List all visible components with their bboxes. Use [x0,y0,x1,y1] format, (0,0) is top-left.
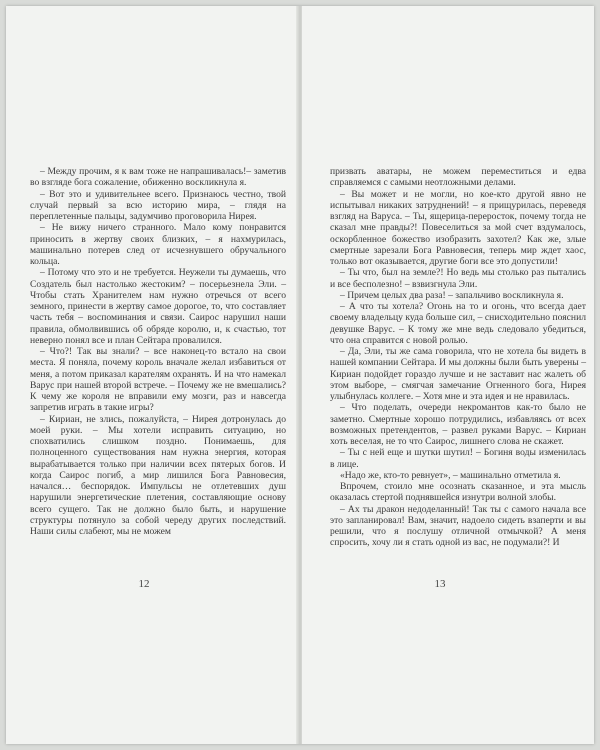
book-spread [6,6,594,744]
right-page-text [330,166,586,549]
paragraph: – Ты с ней еще и шутки шутил! – Богиня воды изменилась в лице. [330,447,586,470]
paragraph: – Да, Эли, ты же сама говорила, что не хотела бы видеть в нашей компании Сейтара. И мы должны были быть уверены – Кириан подойдет гораздо лучше и не заставит нас жалеть об этом выборе, – смягчая замечание Огненного бога, Нирея улыбнулась коллеге. – Хотя мне и эта идея и не нравилась. [330,346,586,402]
paragraph: – Вот это и удивительнее всего. Признаюсь честно, твой случай первый за всю историю мира, – глядя на переплетенные пальцы, задумчиво проговорила Нирея. [30,188,286,222]
paragraph: – Что?! Так вы знали? – все наконец-то встало на свои места. Я поняла, почему король вначале желал избавиться от меня, а потом приказал карателям охранять. И на что намекал Варус при нашей второй встрече. – Почему же не вмешались? К чему же короля не вправили ему мозги, раз и навсегда запретив играть в такие игры? [30,346,286,414]
page-number: 13 [434,578,446,590]
paragraph: – Ах ты дракон недоделанный! Так ты с самого начала все это запланировал! Вам, значит, надоело сидеть взаперти и вы решили, что я послушу отличной отмычкой? А меня спросить, хочу ли я стать одной из вас, не подумали?! И [330,503,586,549]
paragraph: – Не вижу ничего странного. Мало кому понравится приносить в жертву своих близких, – я нахмурилась, машинально потерев след от исчезнувшего обручального кольца. [30,222,286,267]
page-number: 12 [138,578,150,590]
paragraph: – Вы может и не могли, но кое-кто другой явно не испытывал никаких затруднений! – я прищурилась, переведя взгляд на Варуса. – Ты, ящерица-переросток, почему тогда не сказал мне правды?! Повеселиться за мой счет вздумалось, оскорбленное божество изобразить захотел? Как же, злые смертные зарезали Бога Равновесия, теперь мир ждет хаос, только вот оказывается, другие боги все это допустили! [330,188,586,267]
paragraph: – Ты что, был на земле?! Но ведь мы столько раз пытались и все бесполезно! – взвизгнула Эли. [330,267,586,290]
paragraph: – Потому что это и не требуется. Неужели ты думаешь, что Создатель был настолько жестоким? – посерьезнела Эли. – Чтобы стать Хранителем нам нужно отречься от всего земного, принести в жертву самое дорогое, то, что составляет часть тебя – воспоминания и связи. Саирос нарушил наши правила, обмолвившись об обряде королю, и, к счастью, тот неверно понял все и план Сейтара провалился. [30,267,286,346]
paragraph: Впрочем, стоило мне осознать сказанное, и эта мысль оказалась стертой поднявшейся изнутри волной злобы. [330,481,586,504]
paragraph: – Причем целых два раза! – запальчиво воскликнула я. [340,289,564,301]
paragraph-continued: призвать аватары, не можем переместиться и едва справляемся с самыми неотложными делами. [330,166,586,189]
left-page [6,6,298,744]
paragraph: – Что поделать, очереди некромантов как-то было не заметно. Смертные хорошо потрудились, избавляясь от всех возможных претендентов, – развел руками Варус. – Кириан хоть веселая, не то что Саирос, лишнего слова не скажет. [330,402,586,447]
left-page-text [30,166,286,537]
paragraph: – Между прочим, я к вам тоже не напрашивалась!– заметив во взгляде бога сожаление, обиженно воскликнула я. [30,166,286,189]
paragraph: – А что ты хотела? Огонь на то и огонь, что всегда дает своему владельцу куда больше сил, – снисходительно пояснил девушке Варус. – К тому же мне ведь следовало убедиться, что она справится с новой ролью. [330,301,586,346]
paragraph: «Надо же, кто-то ревнует», – машинально отметила я. [340,469,561,481]
right-page [302,6,594,744]
paragraph: – Кириан, не злись, пожалуйста, – Нирея дотронулась до моей руки. – Мы хотели исправить ситуацию, но спохватились слишком поздно. Понимаешь, для полноценного существования нам нужна энергия, которая вырабатывается только при наличии всех пятерых богов. И когда Саирос погиб, а мир лишился Бога Равновесия, начался… беспорядок. Импульсы не отлетевших душ нарушили энергетические плетения, составляющие основу всего сущего. Так не должно было быть, и нарушение структуры потянуло за собой череду других последствий. Наши силы слабеют, мы не можем [30,413,286,537]
